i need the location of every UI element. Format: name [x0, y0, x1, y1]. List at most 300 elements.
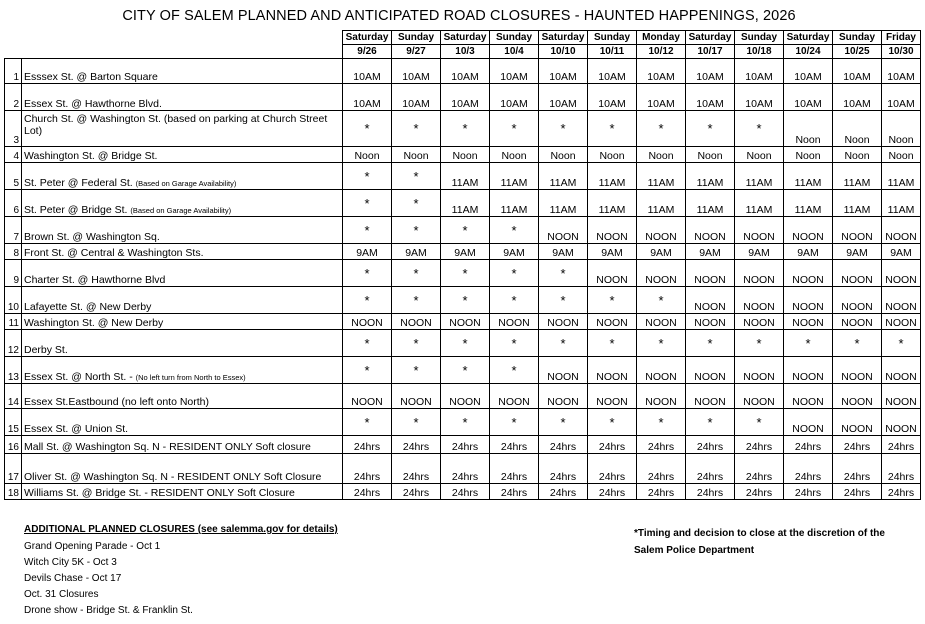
row-number: 2 [5, 84, 22, 111]
header-blank [5, 31, 343, 59]
closure-time: 9AM [343, 244, 392, 260]
additional-closures-heading: ADDITIONAL PLANNED CLOSURES (see salemma.gov for details) [24, 524, 338, 535]
street-name [22, 409, 343, 436]
street-label: Mall St. @ Washington Sq. N - RESIDENT ONLY Soft closure [24, 441, 311, 453]
closure-star: * [441, 111, 490, 147]
closure-time: 24hrs [833, 436, 882, 454]
closure-time: 24hrs [882, 436, 921, 454]
column-date-header: 10/4 [490, 45, 539, 59]
row-number: 15 [5, 409, 22, 436]
closure-star: * [882, 330, 921, 357]
closure-star: * [833, 330, 882, 357]
street-name [22, 147, 343, 163]
closure-time: 24hrs [735, 436, 784, 454]
road-closures-table [4, 30, 921, 500]
closure-time: NOON [588, 384, 637, 409]
closure-time: 11AM [637, 190, 686, 217]
closure-time: Noon [833, 147, 882, 163]
closure-time: 24hrs [343, 454, 392, 484]
street-name [22, 190, 343, 217]
closure-time: NOON [784, 314, 833, 330]
closure-time: 24hrs [441, 436, 490, 454]
closure-star: * [686, 330, 735, 357]
street-label: Brown St. @ Washington Sq. [24, 231, 160, 243]
closure-time: 11AM [490, 190, 539, 217]
closure-star: * [588, 409, 637, 436]
closure-time: 24hrs [882, 454, 921, 484]
closure-time: 24hrs [784, 454, 833, 484]
street-label: Charter St. @ Hawthorne Blvd [24, 274, 166, 286]
closure-star: * [735, 330, 784, 357]
column-date-header: 10/12 [637, 45, 686, 59]
closure-time: NOON [686, 384, 735, 409]
closure-time: NOON [833, 287, 882, 314]
closure-time: 24hrs [490, 454, 539, 484]
closure-time: 10AM [784, 59, 833, 84]
closure-time: Noon [588, 147, 637, 163]
additional-closure-item: Witch City 5K - Oct 3 [24, 557, 117, 568]
closure-time: 24hrs [784, 484, 833, 500]
closure-time: NOON [882, 260, 921, 287]
street-label: Oliver St. @ Washington Sq. N - RESIDENT ONLY Soft Closure [24, 471, 322, 483]
closure-star: * [686, 409, 735, 436]
table-row [5, 330, 921, 357]
street-label: Williams St. @ Bridge St. - RESIDENT ONLY Soft Closure [24, 487, 295, 499]
closure-star: * [490, 357, 539, 384]
closure-time: 9AM [686, 244, 735, 260]
row-number: 8 [5, 244, 22, 260]
closure-time: 24hrs [539, 454, 588, 484]
closure-time: 24hrs [686, 484, 735, 500]
column-day-header: Monday [637, 31, 686, 45]
closure-time: 11AM [882, 163, 921, 190]
closure-star: * [588, 287, 637, 314]
closure-time: 11AM [490, 163, 539, 190]
row-number: 5 [5, 163, 22, 190]
closure-time: NOON [588, 217, 637, 244]
closure-time: 24hrs [588, 484, 637, 500]
closure-time: NOON [588, 357, 637, 384]
closure-time: NOON [539, 314, 588, 330]
closure-star: * [441, 260, 490, 287]
closure-time: 9AM [490, 244, 539, 260]
column-day-header: Sunday [833, 31, 882, 45]
closure-time: 11AM [686, 190, 735, 217]
closure-time: NOON [882, 314, 921, 330]
closure-star: * [539, 260, 588, 287]
closure-time: 10AM [490, 84, 539, 111]
row-number: 1 [5, 59, 22, 84]
closure-time: NOON [686, 217, 735, 244]
closure-time: 10AM [882, 84, 921, 111]
additional-closure-item: Drone show - Bridge St. & Franklin St. [24, 605, 193, 616]
closure-star: * [441, 357, 490, 384]
table-row [5, 260, 921, 287]
closure-time: 24hrs [588, 454, 637, 484]
closure-time: NOON [637, 314, 686, 330]
table-row [5, 436, 921, 454]
closure-time: NOON [735, 384, 784, 409]
table-row [5, 84, 921, 111]
closure-time: NOON [588, 260, 637, 287]
closure-time: NOON [735, 287, 784, 314]
closure-star: * [343, 111, 392, 147]
closure-time: Noon [343, 147, 392, 163]
street-name [22, 436, 343, 454]
column-day-header: Saturday [784, 31, 833, 45]
closure-time: 24hrs [637, 436, 686, 454]
additional-closure-item: Grand Opening Parade - Oct 1 [24, 541, 161, 552]
additional-closure-item: Devils Chase - Oct 17 [24, 573, 122, 584]
closure-time: Noon [735, 147, 784, 163]
closure-time: 10AM [833, 84, 882, 111]
closure-star: * [392, 111, 441, 147]
street-label: Front St. @ Central & Washington Sts. [24, 247, 204, 259]
table-row [5, 484, 921, 500]
closure-time: 9AM [392, 244, 441, 260]
street-name [22, 111, 343, 147]
table-row [5, 384, 921, 409]
street-label: St. Peter @ Federal St. [24, 177, 133, 189]
closure-star: * [343, 287, 392, 314]
street-name [22, 454, 343, 484]
closure-star: * [392, 287, 441, 314]
table-row [5, 357, 921, 384]
closure-time: 11AM [833, 163, 882, 190]
closure-time: NOON [882, 409, 921, 436]
closure-time: NOON [441, 314, 490, 330]
closure-star: * [441, 409, 490, 436]
closure-time: NOON [686, 357, 735, 384]
closure-time: 10AM [539, 84, 588, 111]
table-row [5, 244, 921, 260]
closure-time: 10AM [784, 84, 833, 111]
closure-star: * [490, 111, 539, 147]
closure-time: 24hrs [441, 484, 490, 500]
closure-time: NOON [343, 314, 392, 330]
closure-time: 24hrs [588, 436, 637, 454]
closure-time: 10AM [833, 59, 882, 84]
closure-time: NOON [833, 409, 882, 436]
closure-time: 24hrs [735, 484, 784, 500]
closure-time: 9AM [735, 244, 784, 260]
closure-time: 10AM [441, 84, 490, 111]
closure-time: NOON [882, 384, 921, 409]
closure-time: NOON [392, 314, 441, 330]
page-title: CITY OF SALEM PLANNED AND ANTICIPATED ROAD CLOSURES - HAUNTED HAPPENINGS, 2026 [122, 8, 796, 24]
closure-star: * [539, 287, 588, 314]
closure-time: NOON [539, 384, 588, 409]
closure-time: Noon [882, 111, 921, 147]
closure-time: 10AM [441, 59, 490, 84]
closure-time: NOON [784, 287, 833, 314]
closure-time: 24hrs [392, 454, 441, 484]
closure-star: * [539, 111, 588, 147]
table-row [5, 59, 921, 84]
closure-time: NOON [441, 384, 490, 409]
closure-time: 11AM [784, 163, 833, 190]
closure-time: 11AM [784, 190, 833, 217]
closure-time: 24hrs [637, 484, 686, 500]
column-day-header: Saturday [686, 31, 735, 45]
closure-time: Noon [490, 147, 539, 163]
column-date-header: 10/18 [735, 45, 784, 59]
closure-star: * [490, 217, 539, 244]
closure-time: NOON [833, 384, 882, 409]
header-row-days [5, 31, 921, 45]
police-discretion-footnote: *Timing and decision to close at the discretion of the Salem Police Department [634, 528, 885, 556]
closure-time: 24hrs [539, 436, 588, 454]
street-name [22, 217, 343, 244]
closure-star: * [343, 163, 392, 190]
closure-time: 10AM [882, 59, 921, 84]
closure-star: * [637, 111, 686, 147]
column-day-header: Saturday [343, 31, 392, 45]
column-day-header: Saturday [441, 31, 490, 45]
street-name [22, 330, 343, 357]
row-number: 11 [5, 314, 22, 330]
closure-time: 24hrs [490, 436, 539, 454]
closure-time: 11AM [588, 190, 637, 217]
closure-star: * [343, 357, 392, 384]
street-name [22, 384, 343, 409]
closure-star: * [735, 409, 784, 436]
closure-time: 10AM [588, 59, 637, 84]
closure-time: 9AM [637, 244, 686, 260]
column-day-header: Sunday [490, 31, 539, 45]
closure-time: 11AM [735, 163, 784, 190]
table-row [5, 314, 921, 330]
closure-time: 10AM [343, 59, 392, 84]
closure-star: * [686, 111, 735, 147]
closure-time: Noon [637, 147, 686, 163]
closure-time: 24hrs [833, 454, 882, 484]
street-label: St. Peter @ Bridge St. [24, 204, 128, 216]
closure-time: 24hrs [784, 436, 833, 454]
closure-time: 11AM [539, 190, 588, 217]
closure-time: 11AM [735, 190, 784, 217]
column-date-header: 10/17 [686, 45, 735, 59]
closure-time: 10AM [735, 84, 784, 111]
row-number: 14 [5, 384, 22, 409]
street-note: (Based on Garage Availability) [130, 206, 232, 215]
street-label: Lafayette St. @ New Derby [24, 301, 152, 313]
closure-time: NOON [735, 357, 784, 384]
closure-star: * [490, 330, 539, 357]
closure-time: Noon [833, 111, 882, 147]
closure-star: * [343, 330, 392, 357]
table-row [5, 287, 921, 314]
closure-star: * [784, 330, 833, 357]
closure-time: 9AM [784, 244, 833, 260]
closure-time: NOON [833, 217, 882, 244]
closure-time: Noon [686, 147, 735, 163]
table-row [5, 111, 921, 147]
table-row [5, 217, 921, 244]
column-date-header: 10/3 [441, 45, 490, 59]
closure-time: NOON [686, 287, 735, 314]
closure-time: NOON [882, 357, 921, 384]
closure-time: NOON [392, 384, 441, 409]
closure-star: * [490, 260, 539, 287]
closure-time: NOON [882, 217, 921, 244]
closure-time: NOON [539, 217, 588, 244]
closure-star: * [588, 330, 637, 357]
closure-time: NOON [490, 384, 539, 409]
street-label: Essex St.Eastbound (no left onto North) [24, 396, 210, 408]
closure-time: 10AM [637, 59, 686, 84]
closure-star: * [441, 330, 490, 357]
closure-star: * [343, 260, 392, 287]
row-number: 9 [5, 260, 22, 287]
closure-time: 11AM [686, 163, 735, 190]
column-date-header: 10/11 [588, 45, 637, 59]
column-day-header: Sunday [735, 31, 784, 45]
closure-time: 10AM [490, 59, 539, 84]
street-name [22, 244, 343, 260]
closure-star: * [735, 111, 784, 147]
closure-time: NOON [588, 314, 637, 330]
row-number: 13 [5, 357, 22, 384]
table-row [5, 454, 921, 484]
closure-star: * [441, 287, 490, 314]
closure-star: * [490, 287, 539, 314]
closure-time: 11AM [588, 163, 637, 190]
closure-time: 9AM [882, 244, 921, 260]
closure-time: 24hrs [343, 484, 392, 500]
closure-star: * [392, 190, 441, 217]
street-note: (Based on Garage Availability) [135, 179, 237, 188]
closure-time: 10AM [686, 59, 735, 84]
closure-time: NOON [637, 357, 686, 384]
closure-star: * [343, 409, 392, 436]
column-date-header: 10/10 [539, 45, 588, 59]
street-label: Essex St. @ Hawthorne Blvd. [24, 98, 162, 110]
closure-star: * [539, 330, 588, 357]
street-label: Esssex St. @ Barton Square [24, 71, 158, 83]
column-date-header: 10/30 [882, 45, 921, 59]
column-day-header: Saturday [539, 31, 588, 45]
street-name [22, 59, 343, 84]
table-row [5, 190, 921, 217]
street-name [22, 84, 343, 111]
closure-time: Noon [539, 147, 588, 163]
column-day-header: Sunday [588, 31, 637, 45]
closure-time: 9AM [539, 244, 588, 260]
closure-time: 10AM [392, 59, 441, 84]
column-date-header: 10/25 [833, 45, 882, 59]
closure-time: NOON [686, 314, 735, 330]
closure-time: 10AM [539, 59, 588, 84]
closure-time: NOON [784, 217, 833, 244]
street-label: Washington St. @ Bridge St. [24, 150, 158, 162]
column-date-header: 9/26 [343, 45, 392, 59]
closure-time: 24hrs [735, 454, 784, 484]
closure-time: NOON [833, 260, 882, 287]
street-label: Church St. @ Washington St. (based on parking at Church Street Lot) [24, 113, 328, 137]
closure-time: 24hrs [686, 436, 735, 454]
closure-time: Noon [882, 147, 921, 163]
closure-star: * [392, 217, 441, 244]
row-number: 6 [5, 190, 22, 217]
closure-time: NOON [833, 314, 882, 330]
row-number: 4 [5, 147, 22, 163]
street-name [22, 314, 343, 330]
closure-star: * [343, 217, 392, 244]
closure-time: 24hrs [392, 484, 441, 500]
closure-time: 11AM [882, 190, 921, 217]
column-day-header: Sunday [392, 31, 441, 45]
closure-star: * [588, 111, 637, 147]
additional-closure-item: Oct. 31 Closures [24, 589, 99, 600]
street-name [22, 287, 343, 314]
closure-time: 24hrs [637, 454, 686, 484]
closure-time: Noon [784, 111, 833, 147]
closure-star: * [343, 190, 392, 217]
closure-star: * [392, 260, 441, 287]
closure-star: * [490, 409, 539, 436]
closure-star: * [392, 409, 441, 436]
street-name [22, 163, 343, 190]
closure-time: 11AM [539, 163, 588, 190]
closure-time: NOON [343, 384, 392, 409]
closure-time: 24hrs [833, 484, 882, 500]
closure-time: NOON [637, 217, 686, 244]
closure-time: 11AM [637, 163, 686, 190]
column-day-header: Friday [882, 31, 921, 45]
closure-time: 24hrs [490, 484, 539, 500]
street-name [22, 260, 343, 287]
closure-time: 11AM [833, 190, 882, 217]
closure-time: 9AM [833, 244, 882, 260]
table-row [5, 147, 921, 163]
closure-time: 24hrs [392, 436, 441, 454]
column-date-header: 9/27 [392, 45, 441, 59]
row-number: 10 [5, 287, 22, 314]
closure-star: * [637, 287, 686, 314]
closure-time: NOON [882, 287, 921, 314]
closure-time: 24hrs [343, 436, 392, 454]
closure-time: Noon [441, 147, 490, 163]
closure-star: * [539, 409, 588, 436]
closure-time: 9AM [441, 244, 490, 260]
closure-time: 24hrs [686, 454, 735, 484]
closure-time: 11AM [441, 163, 490, 190]
closure-time: 10AM [637, 84, 686, 111]
closure-time: Noon [392, 147, 441, 163]
closure-time: 10AM [588, 84, 637, 111]
table-row [5, 163, 921, 190]
street-label: Essex St. @ North St. - [24, 371, 133, 383]
closure-time: 10AM [686, 84, 735, 111]
row-number: 16 [5, 436, 22, 454]
closure-time: 11AM [441, 190, 490, 217]
closure-time: 24hrs [441, 454, 490, 484]
street-label: Essex St. @ Union St. [24, 423, 129, 435]
closure-star: * [637, 330, 686, 357]
closure-time: NOON [490, 314, 539, 330]
closure-time: NOON [539, 357, 588, 384]
row-number: 18 [5, 484, 22, 500]
closure-time: 24hrs [539, 484, 588, 500]
column-date-header: 10/24 [784, 45, 833, 59]
street-name [22, 484, 343, 500]
closure-time: NOON [735, 217, 784, 244]
closure-star: * [392, 163, 441, 190]
closure-star: * [637, 409, 686, 436]
row-number: 12 [5, 330, 22, 357]
closure-time: 10AM [392, 84, 441, 111]
